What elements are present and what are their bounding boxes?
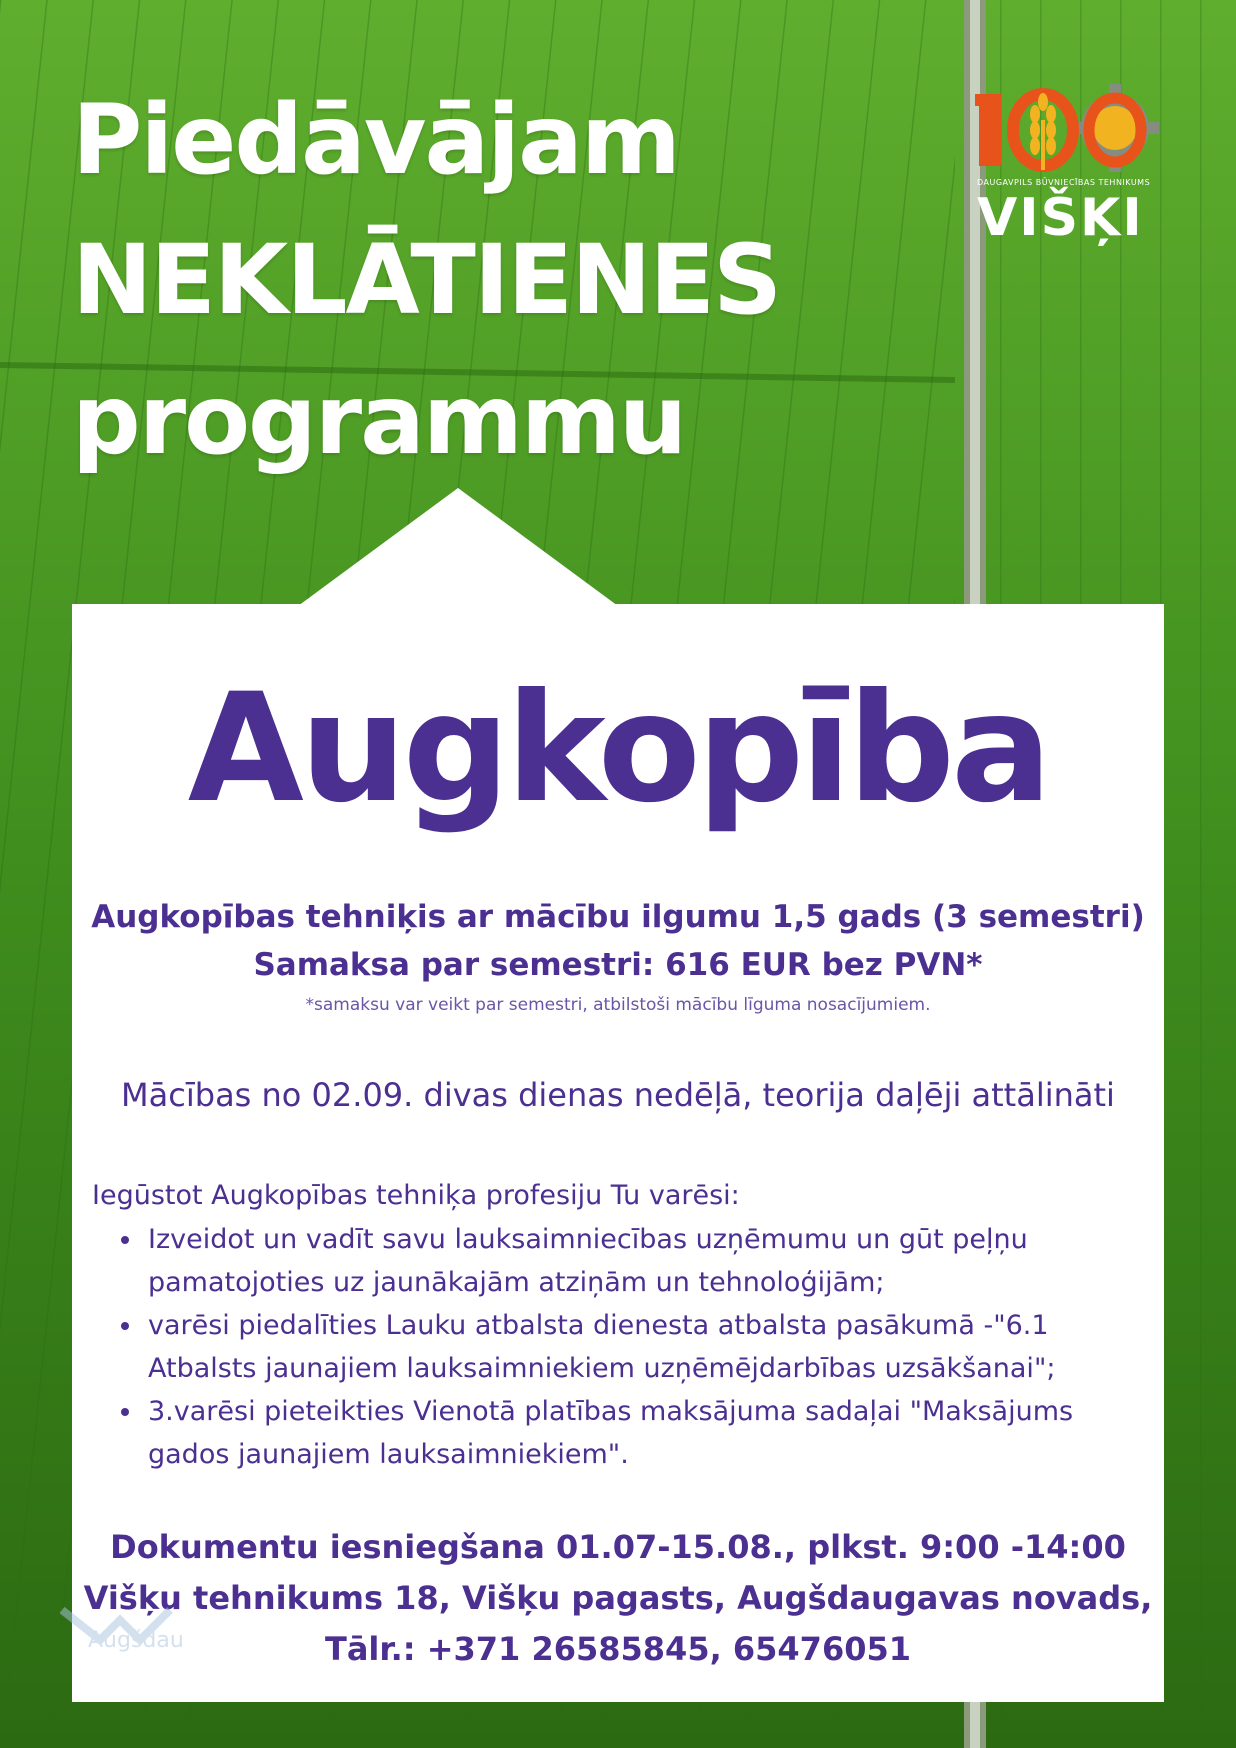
list-item: • varēsi piedalīties Lauku atbalsta dienesta atbalsta pasākumā -"6.1 Atbalsts jaunajiem lauksaimniekiem uzņēmējdarbības uzsākšanai"; (144, 1304, 1152, 1390)
logo-emblem-icon (975, 80, 1160, 180)
fee-text: Samaksa par semestri: 616 EUR bez PVN* (253, 947, 983, 983)
address-text: Višķu tehnikums 18, Višķu pagasts, Augšdaugavas novads, (83, 1579, 1153, 1617)
qualification-text: Augkopības tehniķis ar mācību ilgumu 1,5 gads (3 semestri) (91, 899, 1145, 935)
headline (72, 70, 780, 490)
watermark-text: Augšdau (88, 1628, 184, 1653)
program-card (72, 604, 1164, 1702)
benefits-list (92, 1218, 1152, 1476)
benefits-intro: Iegūstot Augkopības tehniķa profesiju Tu varēsi: (92, 1180, 740, 1211)
school-logo (975, 80, 1160, 255)
schedule-text: Mācības no 02.09. divas dienas nedēļā, teorija daļēji attālināti (121, 1076, 1115, 1114)
headline-line-1: Piedāvājam (72, 84, 679, 196)
watermark (60, 1600, 220, 1660)
list-item: • Izveidot un vadīt savu lauksaimniecības uzņēmumu un gūt peļņu pamatojoties uz jaunākajām atziņām un tehnoloģijām; (144, 1218, 1152, 1304)
logo-subtitle: DAUGAVPILS BŪVNIECĪBAS TEHNIKUMS (977, 178, 1151, 187)
contact-block (72, 1522, 1164, 1675)
headline-line-2: NEKLĀTIENES (72, 224, 781, 336)
list-item: • 3.varēsi pieteikties Vienotā platības maksājuma sadaļai "Maksājums gados jaunajiem lauksaimniekiem". (144, 1390, 1152, 1476)
headline-line-3: programmu (72, 364, 686, 476)
documents-text: Dokumentu iesniegšana 01.07-15.08., plkst. 9:00 -14:00 (110, 1528, 1126, 1566)
program-title: Augkopība (187, 662, 1049, 836)
logo-brand: VIŠĶI (977, 188, 1144, 248)
phone-text: Tālr.: +371 26585845, 65476051 (325, 1630, 911, 1668)
fee-note: *samaksu var veikt par semestri, atbilstoši mācību līguma nosacījumiem. (305, 995, 931, 1015)
